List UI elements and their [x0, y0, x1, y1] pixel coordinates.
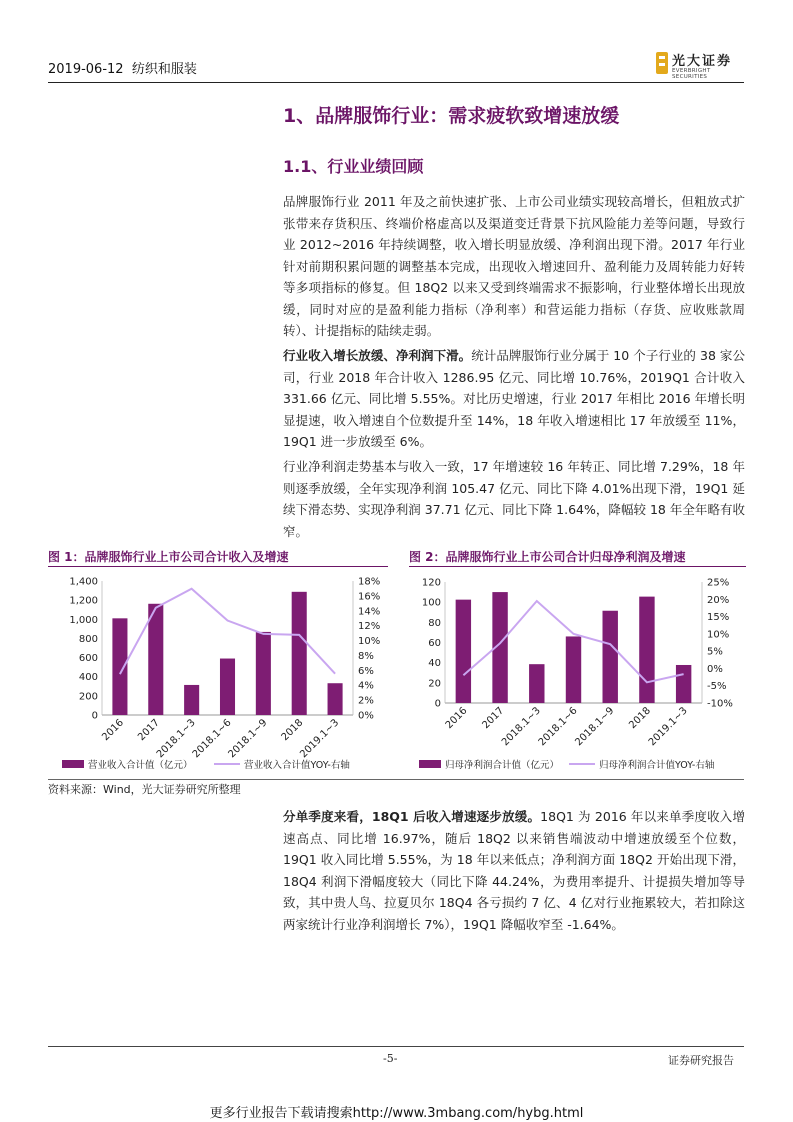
revenue-chart-left-tick: 400	[78, 672, 98, 684]
revenue-chart-left-tick: 600	[78, 653, 98, 665]
paragraph-revenue	[283, 345, 745, 453]
header-industry: 纺织和服装	[131, 62, 197, 77]
net-profit-chart-x-label: 2018.1~6	[536, 705, 580, 749]
revenue-chart-bar	[148, 604, 163, 715]
net-profit-chart-bar	[566, 636, 581, 703]
revenue-chart-left-tick: 200	[78, 691, 98, 703]
revenue-chart-left-tick: 1,000	[69, 614, 98, 626]
revenue-chart-right-tick: 4%	[358, 680, 374, 692]
download-ad-link[interactable]: 更多行业报告下载请搜索http://www.3mbang.com/hybg.html	[209, 1106, 584, 1121]
net-profit-chart-right-tick: 0%	[707, 663, 723, 675]
logo-text-en: EVERBRIGHT SECURITIES	[672, 68, 711, 80]
net-profit-chart-bar	[456, 600, 471, 703]
revenue-chart-bar	[256, 632, 271, 715]
revenue-chart-left-tick: 1,400	[69, 576, 98, 588]
net-profit-chart-right-tick: 5%	[707, 646, 723, 658]
revenue-chart-x-label: 2018	[279, 717, 306, 744]
figure1-title-rule	[48, 566, 388, 567]
revenue-chart-x-label: 2018.1~3	[154, 717, 198, 761]
revenue-chart-right-tick: 2%	[358, 695, 374, 707]
net-profit-chart-left-tick: 40	[428, 658, 441, 670]
paragraph-industry-overview: 品牌服饰行业 2011 年及之前快速扩张、上市公司业绩实现较高增长，但粗放式扩张带来存货积压、终端价格虚高以及渠道变迁背景下抗风险能力差等问题，导致行业 2012~2016 年持续调整，收入增长明显放缓、净利润出现下滑。2017 年行业针对前期积累问题的调整基本完成，出现收入增速回升、盈利能力及周转能力好转等多项指标的修复。但 18Q2 以来又受到终端需求不振影响，行业整体增长出现放缓，同时对应的是盈利能力指标（净利率）和营运能力指标（存货、应收账款周转）、计提指标的陆续走弱。	[283, 194, 745, 338]
revenue-chart-bar	[112, 618, 127, 715]
net-profit-chart	[409, 570, 749, 776]
paragraph-quarterly-body: 18Q1 为 2016 年以来单季度收入增速高点、同比增 16.97%，随后 18Q2 以来销售端波动中增速放缓至个位数，19Q1 收入同比增 5.55%，为 18 年以来低点；净利润方面 18Q2 开始出现下滑，18Q4 利润下滑幅度较大（同比下降 44.24%，为费用率提升、计提损失增加等导致，其中贵人鸟、拉夏贝尔 18Q4 各亏损约 7 亿、4 亿对行业拖累较大，若扣除这两家统计行业净利润增长 7%），19Q1 降幅收窄至 -1.64%。	[283, 809, 745, 932]
revenue-chart-right-tick: 12%	[358, 621, 381, 633]
revenue-chart-right-tick: 8%	[358, 650, 374, 662]
net-profit-chart-right-ticks	[702, 578, 733, 710]
revenue-chart-right-tick: 6%	[358, 665, 374, 677]
revenue-chart-left-ticks	[69, 577, 353, 722]
revenue-chart-x-label: 2016	[100, 717, 127, 744]
revenue-chart-right-tick: 10%	[358, 636, 381, 648]
net-profit-chart-bar	[639, 597, 654, 703]
net-profit-chart-right-tick: 10%	[707, 629, 730, 641]
net-profit-chart-legend-bar-swatch	[419, 760, 441, 768]
revenue-chart-bar	[328, 683, 343, 715]
net-profit-chart-legend	[419, 759, 715, 771]
revenue-chart-right-tick: 14%	[358, 606, 381, 618]
paragraph-net-profit: 行业净利润走势基本与收入一致，17 年增速较 16 年转正、同比增 7.29%，18 年则逐季放缓，全年实现净利润 105.47 亿元、同比下降 4.01%出现下滑，19Q1 延续下滑态势、实现净利润 37.71 亿元、同比下降 1.64%，降幅较 18 年全年略有收窄。	[283, 459, 745, 539]
figure2-title: 图 2：品牌服饰行业上市公司合计归母净利润及增速	[409, 550, 686, 564]
subsection-heading: 1.1、行业业绩回顾	[283, 157, 424, 176]
figure2-title-rule	[409, 566, 746, 567]
header-date: 2019-06-12	[48, 62, 124, 77]
net-profit-chart-x-label: 2018.1~3	[499, 705, 543, 749]
net-profit-chart-x-label: 2018	[627, 705, 654, 732]
net-profit-chart-left-tick: 100	[421, 597, 441, 609]
paragraph-quarterly	[283, 806, 745, 935]
revenue-chart-xlabels	[100, 717, 341, 760]
net-profit-chart-x-label: 2018.1~9	[573, 705, 617, 749]
revenue-chart-left-tick: 800	[78, 633, 98, 645]
revenue-chart-x-label: 2017	[136, 717, 162, 744]
logo-text-cn: 光大证券	[672, 54, 733, 69]
net-profit-chart-bar	[676, 665, 691, 703]
revenue-chart-x-label: 2019.1~3	[298, 717, 342, 761]
revenue-chart-bars	[112, 592, 342, 715]
paragraph-revenue-lead: 行业收入增长放缓、净利润下滑。	[283, 348, 472, 363]
revenue-chart-right-ticks	[353, 577, 380, 722]
revenue-chart-right-tick: 16%	[358, 591, 381, 603]
header-date-industry	[48, 58, 197, 77]
net-profit-chart-left-tick: 120	[421, 577, 441, 589]
net-profit-chart-legend-bar-label: 归母净利润合计值（亿元）	[445, 760, 560, 771]
net-profit-chart-bar	[529, 664, 544, 703]
net-profit-chart-legend-line-label: 归母净利润合计值YOY-右轴	[599, 760, 715, 771]
revenue-chart-legend-bar-label: 营业收入合计值（亿元）	[88, 760, 193, 771]
net-profit-chart-x-label: 2016	[443, 705, 470, 732]
revenue-chart-legend-line-label: 营业收入合计值YOY-右轴	[244, 760, 350, 771]
net-profit-chart-left-tick: 80	[428, 617, 441, 629]
net-profit-chart-x-label: 2019.1~3	[646, 705, 690, 749]
revenue-chart-legend-bar-swatch	[62, 760, 84, 768]
page-number: -5-	[383, 1052, 398, 1065]
revenue-chart-x-label: 2018.1~9	[226, 717, 270, 761]
net-profit-chart-right-tick: 20%	[707, 594, 730, 606]
net-profit-chart-right-tick: 15%	[707, 612, 730, 624]
source-divider	[48, 779, 744, 780]
net-profit-chart-left-tick: 0	[434, 698, 441, 710]
revenue-chart-left-tick: 1,200	[69, 595, 98, 607]
figure-source: 资料来源：Wind，光大证券研究所整理	[48, 783, 241, 796]
revenue-chart-right-tick: 18%	[358, 576, 381, 588]
net-profit-chart-right-tick: -10%	[707, 698, 733, 710]
brand-logo	[656, 50, 746, 80]
net-profit-chart-bar	[603, 611, 618, 703]
revenue-chart-left-tick: 0	[91, 710, 98, 722]
revenue-chart-bar	[184, 685, 199, 715]
footer-report-type: 证券研究报告	[668, 1054, 734, 1067]
net-profit-chart-left-tick: 60	[428, 638, 441, 649]
net-profit-chart-right-tick: -5%	[707, 681, 727, 693]
paragraph-quarterly-lead: 分单季度来看，18Q1 后收入增速逐步放缓。	[283, 809, 541, 824]
figure1-title: 图 1：品牌服饰行业上市公司合计收入及增速	[48, 550, 289, 564]
paragraph-revenue-body: 统计品牌服饰行业分属于 10 个子行业的 38 家公司，行业 2018 年合计收入 1286.95 亿元、同比增 10.76%，2019Q1 合计收入 331.66 亿元、同比增 5.55%。对比历史增速，行业 2017 年相比 2016 年增长明显提速，收入增速自个位数提升至 14%，18 年收入增速相比 17 年放缓至 11%，19Q1 进一步放缓至 6%。	[283, 348, 745, 449]
revenue-chart-bar	[220, 659, 235, 715]
revenue-chart-legend	[62, 759, 350, 771]
revenue-chart	[48, 570, 393, 776]
revenue-chart-x-label: 2018.1~6	[190, 717, 234, 761]
net-profit-chart-xlabels	[444, 705, 690, 748]
footer-divider	[48, 1046, 744, 1047]
revenue-chart-bar	[292, 592, 307, 715]
revenue-chart-right-tick: 0%	[358, 710, 374, 722]
net-profit-chart-bars	[456, 592, 692, 703]
header-divider	[48, 82, 744, 83]
net-profit-chart-x-label: 2017	[480, 705, 507, 732]
net-profit-chart-left-tick: 20	[428, 678, 441, 690]
net-profit-chart-right-tick: 25%	[707, 577, 730, 589]
section-heading: 1、品牌服饰行业：需求疲软致增速放缓	[283, 105, 620, 127]
